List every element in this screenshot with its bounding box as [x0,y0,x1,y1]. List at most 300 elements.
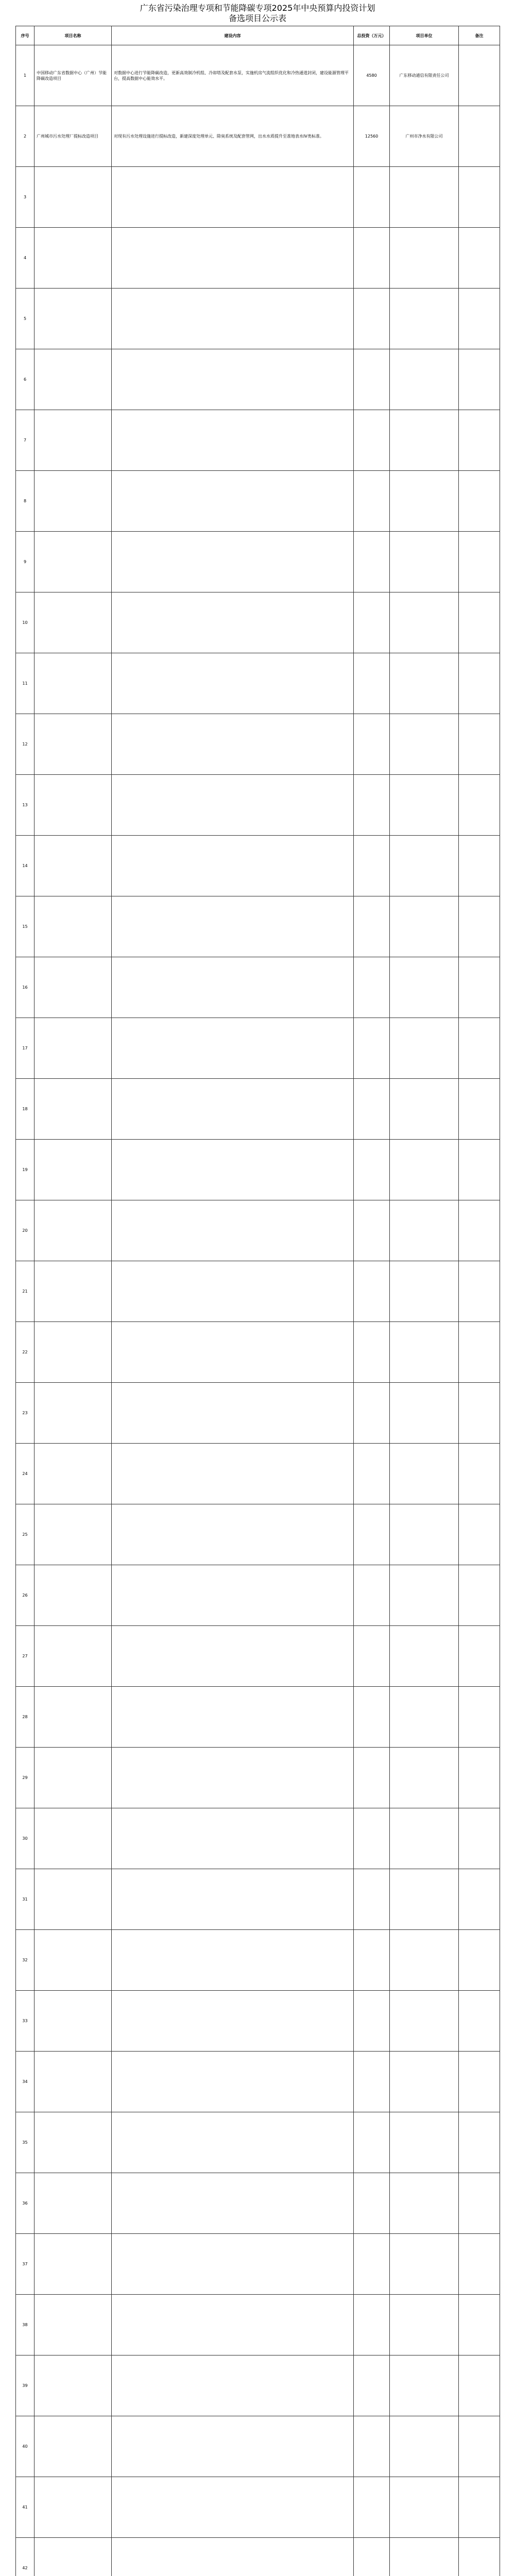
cell-seq: 14 [16,836,35,896]
table-row [16,957,500,1018]
cell-seq: 26 [16,1565,35,1626]
cell-amount [354,2234,390,2295]
cell-amount [354,836,390,896]
cell-seq: 33 [16,1991,35,2052]
cell-seq: 40 [16,2416,35,2477]
cell-unit [390,1383,459,1444]
cell-amount [354,289,390,349]
cell-remark [459,653,500,714]
cell-content [112,167,354,228]
cell-seq: 31 [16,1869,35,1930]
cell-seq: 35 [16,2112,35,2173]
cell-unit [390,653,459,714]
cell-unit [390,532,459,592]
cell-name [35,289,112,349]
cell-unit [390,1687,459,1748]
cell-remark [459,1808,500,1869]
cell-name [35,592,112,653]
cell-seq: 23 [16,1383,35,1444]
project-table [15,26,500,2576]
table-row [16,349,500,410]
cell-amount [354,2112,390,2173]
cell-amount [354,2538,390,2576]
cell-seq: 36 [16,2173,35,2234]
table-row [16,1322,500,1383]
cell-amount [354,896,390,957]
cell-seq: 42 [16,2538,35,2576]
cell-seq: 10 [16,592,35,653]
cell-content [112,592,354,653]
table-row [16,106,500,167]
table-row [16,1930,500,1991]
cell-content [112,1200,354,1261]
cell-seq: 12 [16,714,35,775]
cell-content [112,2477,354,2538]
table-row [16,289,500,349]
cell-name [35,2234,112,2295]
cell-unit [390,1991,459,2052]
cell-unit [390,2234,459,2295]
cell-name [35,349,112,410]
table-row [16,775,500,836]
table-row [16,1808,500,1869]
cell-remark [459,532,500,592]
table-row [16,2538,500,2576]
cell-unit [390,2477,459,2538]
cell-seq: 19 [16,1140,35,1200]
cell-amount [354,471,390,532]
cell-unit [390,1504,459,1565]
cell-content [112,532,354,592]
cell-remark [459,1687,500,1748]
cell-remark [459,2173,500,2234]
cell-content [112,471,354,532]
header-name: 项目名称 [35,26,112,45]
cell-amount [354,957,390,1018]
cell-amount [354,2477,390,2538]
cell-amount [354,2173,390,2234]
header-amount: 总投资（万元） [354,26,390,45]
header-seq: 序号 [16,26,35,45]
table-row [16,2416,500,2477]
cell-remark [459,2477,500,2538]
cell-amount [354,1322,390,1383]
table-row [16,1687,500,1748]
cell-name [35,1626,112,1687]
cell-name [35,2112,112,2173]
cell-seq: 15 [16,896,35,957]
cell-seq: 4 [16,228,35,289]
cell-seq: 7 [16,410,35,471]
cell-seq: 27 [16,1626,35,1687]
table-row [16,714,500,775]
cell-seq: 32 [16,1930,35,1991]
cell-name [35,1383,112,1444]
cell-content [112,1261,354,1322]
cell-amount [354,1504,390,1565]
cell-remark [459,1444,500,1504]
cell-name [35,532,112,592]
cell-remark [459,714,500,775]
table-row [16,2052,500,2112]
header-unit: 项目单位 [390,26,459,45]
cell-unit [390,1748,459,1808]
table-row [16,2355,500,2416]
header-content: 建设内容 [112,26,354,45]
cell-amount [354,228,390,289]
cell-content [112,1140,354,1200]
table-row [16,836,500,896]
cell-content [112,2112,354,2173]
cell-seq: 38 [16,2295,35,2355]
cell-amount [354,167,390,228]
cell-remark [459,957,500,1018]
cell-seq: 13 [16,775,35,836]
cell-remark [459,1200,500,1261]
cell-content [112,714,354,775]
cell-amount [354,1200,390,1261]
cell-content [112,836,354,896]
cell-content [112,1808,354,1869]
cell-amount [354,592,390,653]
cell-content [112,2538,354,2576]
table-row [16,2295,500,2355]
cell-unit [390,775,459,836]
cell-name [35,1991,112,2052]
cell-remark [459,1869,500,1930]
cell-amount [354,1383,390,1444]
cell-unit [390,2538,459,2576]
cell-content [112,1565,354,1626]
cell-seq: 11 [16,653,35,714]
cell-seq: 17 [16,1018,35,1079]
cell-name [35,1200,112,1261]
cell-unit [390,1869,459,1930]
cell-remark [459,1079,500,1140]
cell-name [35,471,112,532]
cell-name [35,1869,112,1930]
cell-content [112,1930,354,1991]
cell-amount [354,1626,390,1687]
cell-unit [390,2112,459,2173]
table-row [16,1079,500,1140]
cell-name [35,1504,112,1565]
cell-content [112,410,354,471]
cell-amount [354,1687,390,1748]
cell-remark [459,289,500,349]
table-row [16,1565,500,1626]
cell-content [112,1626,354,1687]
cell-remark [459,896,500,957]
table-row [16,2173,500,2234]
table-header-row [16,26,500,45]
table-row [16,1383,500,1444]
cell-amount [354,1930,390,1991]
cell-seq: 30 [16,1808,35,1869]
cell-remark [459,2538,500,2576]
cell-name [35,1140,112,1200]
cell-unit: 广东移动通信有限责任公司 [390,45,459,106]
cell-content: 对数据中心进行节能降碳改造，更新高效制冷机组、冷却塔及配套水泵，实施机房气流组织优化和冷热通道封闭，建设能源管理平台，提高数据中心能效水平。 [112,45,354,106]
cell-name [35,1687,112,1748]
cell-unit [390,592,459,653]
cell-content [112,2052,354,2112]
cell-content [112,1991,354,2052]
cell-unit [390,1444,459,1504]
cell-amount [354,1079,390,1140]
cell-amount [354,2355,390,2416]
cell-content [112,653,354,714]
cell-seq: 39 [16,2355,35,2416]
table-row [16,471,500,532]
cell-content [112,2173,354,2234]
cell-unit [390,167,459,228]
cell-unit [390,2173,459,2234]
cell-remark [459,2295,500,2355]
cell-name [35,1808,112,1869]
cell-seq: 25 [16,1504,35,1565]
cell-remark [459,2355,500,2416]
cell-seq: 41 [16,2477,35,2538]
table-row [16,653,500,714]
cell-unit [390,2295,459,2355]
cell-unit [390,836,459,896]
table-row [16,45,500,106]
cell-name [35,775,112,836]
cell-unit [390,289,459,349]
cell-remark [459,106,500,167]
cell-remark [459,471,500,532]
cell-unit [390,1565,459,1626]
cell-unit [390,1322,459,1383]
cell-seq: 1 [16,45,35,106]
cell-name [35,957,112,1018]
document-title-line-1: 广东省污染治理专项和节能降碳专项2025年中央预算内投资计划 [140,3,375,13]
cell-unit [390,2355,459,2416]
cell-name [35,228,112,289]
cell-seq: 9 [16,532,35,592]
cell-seq: 6 [16,349,35,410]
cell-unit [390,471,459,532]
cell-amount [354,1869,390,1930]
cell-remark [459,1565,500,1626]
cell-unit [390,1808,459,1869]
cell-name [35,1018,112,1079]
table-row [16,1504,500,1565]
cell-unit [390,228,459,289]
cell-unit [390,349,459,410]
cell-content [112,1748,354,1808]
cell-amount [354,653,390,714]
cell-name [35,167,112,228]
header-remark: 备注 [459,26,500,45]
table-row [16,2112,500,2173]
cell-remark [459,228,500,289]
cell-remark [459,1322,500,1383]
cell-unit [390,2416,459,2477]
cell-name [35,1079,112,1140]
table-row [16,1018,500,1079]
table-row [16,1261,500,1322]
cell-remark [459,836,500,896]
cell-remark [459,1261,500,1322]
cell-name [35,1930,112,1991]
cell-unit [390,1930,459,1991]
table-row [16,2477,500,2538]
cell-amount [354,1991,390,2052]
cell-remark [459,1018,500,1079]
cell-unit [390,1140,459,1200]
cell-remark [459,45,500,106]
cell-amount [354,1808,390,1869]
cell-remark [459,1383,500,1444]
cell-name [35,2052,112,2112]
table-row [16,1869,500,1930]
cell-content [112,1383,354,1444]
cell-seq: 37 [16,2234,35,2295]
cell-unit [390,714,459,775]
cell-amount [354,1140,390,1200]
cell-content [112,1869,354,1930]
cell-content [112,1079,354,1140]
cell-content [112,1018,354,1079]
table-row [16,228,500,289]
cell-amount [354,1748,390,1808]
cell-seq: 28 [16,1687,35,1748]
cell-seq: 3 [16,167,35,228]
table-row [16,2234,500,2295]
table-row [16,896,500,957]
cell-unit [390,896,459,957]
cell-seq: 8 [16,471,35,532]
cell-unit [390,2052,459,2112]
cell-remark [459,1991,500,2052]
cell-remark [459,592,500,653]
cell-content [112,2234,354,2295]
cell-content [112,775,354,836]
cell-remark [459,1626,500,1687]
cell-seq: 18 [16,1079,35,1140]
cell-unit [390,1018,459,1079]
cell-name [35,836,112,896]
cell-name: 中国移动广东省数据中心（广州）节能降碳改造项目 [35,45,112,106]
cell-name [35,1444,112,1504]
cell-content [112,1687,354,1748]
cell-name: 广州城市污水处理厂提标改造项目 [35,106,112,167]
cell-content [112,349,354,410]
cell-amount [354,714,390,775]
table-row [16,1748,500,1808]
cell-name [35,410,112,471]
cell-content [112,2295,354,2355]
cell-remark [459,167,500,228]
cell-content [112,289,354,349]
cell-content: 对现有污水处理设施进行提标改造，新建深度处理单元、除臭系统及配套管网，出水水质提升至准地表水IV类标准。 [112,106,354,167]
table-row [16,532,500,592]
cell-amount [354,410,390,471]
table-row [16,1140,500,1200]
cell-remark [459,1504,500,1565]
cell-unit [390,410,459,471]
cell-name [35,2477,112,2538]
cell-amount: 12560 [354,106,390,167]
cell-name [35,2173,112,2234]
cell-seq: 5 [16,289,35,349]
cell-name [35,1322,112,1383]
cell-seq: 24 [16,1444,35,1504]
cell-amount [354,2295,390,2355]
cell-name [35,896,112,957]
cell-amount [354,532,390,592]
cell-remark [459,1930,500,1991]
cell-seq: 20 [16,1200,35,1261]
cell-content [112,896,354,957]
cell-name [35,714,112,775]
cell-amount [354,1565,390,1626]
cell-content [112,2355,354,2416]
table-row [16,592,500,653]
cell-remark [459,1140,500,1200]
cell-unit [390,957,459,1018]
cell-seq: 34 [16,2052,35,2112]
table-body [16,45,500,2576]
cell-unit [390,1626,459,1687]
cell-seq: 21 [16,1261,35,1322]
cell-name [35,1748,112,1808]
cell-remark [459,1748,500,1808]
cell-amount [354,1444,390,1504]
cell-unit [390,1079,459,1140]
cell-remark [459,2416,500,2477]
cell-seq: 22 [16,1322,35,1383]
cell-unit [390,1261,459,1322]
cell-content [112,1322,354,1383]
cell-amount [354,349,390,410]
cell-content [112,2416,354,2477]
table-row [16,1444,500,1504]
cell-seq: 16 [16,957,35,1018]
cell-amount: 4580 [354,45,390,106]
cell-remark [459,2234,500,2295]
table-row [16,1626,500,1687]
cell-remark [459,2052,500,2112]
cell-name [35,1565,112,1626]
cell-name [35,2416,112,2477]
cell-name [35,2295,112,2355]
cell-remark [459,2112,500,2173]
table-row [16,1200,500,1261]
cell-remark [459,349,500,410]
cell-content [112,1444,354,1504]
cell-amount [354,2052,390,2112]
document-title-line-2: 备选项目公示表 [228,13,286,23]
cell-name [35,653,112,714]
cell-amount [354,1018,390,1079]
cell-content [112,228,354,289]
cell-unit [390,1200,459,1261]
cell-remark [459,410,500,471]
cell-amount [354,775,390,836]
cell-seq: 29 [16,1748,35,1808]
cell-name [35,2355,112,2416]
table-row [16,410,500,471]
cell-seq: 2 [16,106,35,167]
cell-amount [354,2416,390,2477]
cell-unit: 广州市净水有限公司 [390,106,459,167]
cell-name [35,2538,112,2576]
table-row [16,167,500,228]
cell-content [112,957,354,1018]
